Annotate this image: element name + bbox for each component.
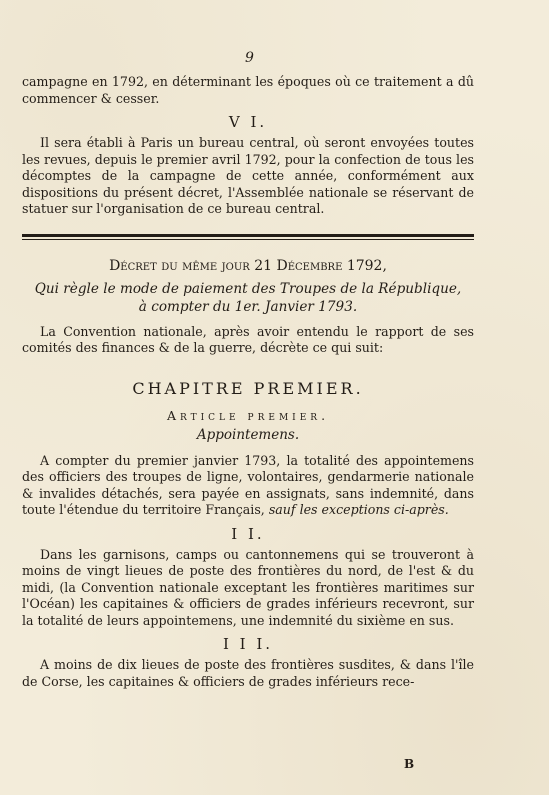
section-heading-vi: V I. <box>228 113 268 131</box>
article-heading: Article premier. <box>166 407 330 423</box>
page-number: 9 <box>245 50 254 66</box>
article-1-text <box>22 453 474 519</box>
section-heading-iii: I I I. <box>222 635 274 653</box>
decret-title-line-1: Qui règle le mode de paiement des Troupes de la République, <box>34 280 462 297</box>
article-1-exception: sauf les exceptions ci-après. <box>268 502 449 517</box>
paragraph-vi: Il sera établi à Paris un bureau central, où seront envoyées toutes les revues, depuis le premier avril 1792, pour la confection de tous les décomptes de la campagne de cette année, conformément aux dispositions du présent décret, l'Assemblée nationale se réservant de statuer sur l'organisation de ce bureau central. <box>22 135 474 216</box>
section-heading-ii: I I. <box>231 524 265 543</box>
page-content <box>22 74 474 690</box>
chapter-heading: CHAPITRE PREMIER. <box>132 378 364 398</box>
preamble: La Convention nationale, après avoir entendu le rapport de ses comités des finances & de la guerre, décrète ce qui suit: <box>22 323 474 355</box>
divider-rule <box>22 234 474 240</box>
article-1-body: A compter du premier janvier 1793, la totalité des appointemens des officiers des troupes de ligne, volontaires, gendarmerie nationale & invalides détachés, sera payée en assignats, sans indemnité, dans toute l'étendue du territoire Français, <box>22 452 474 517</box>
article-2-text: Dans les garnisons, camps ou cantonnemens qui se trouveront à moins de vingt lieues de poste des frontières du nord, de l'est & du midi, (la Convention nationale exceptant les frontières maritimes sur l'Océan) les capitaines & officiers de grades inférieurs recevront, sur la totalité de leurs appointemens, une indemnité du sixième en sus. <box>22 546 474 628</box>
decret-heading: Décret du même jour 21 Décembre 1792, <box>109 257 387 274</box>
decret-title <box>22 280 474 316</box>
article-3-text: A moins de dix lieues de poste des frontières susdites, & dans l'île de Corse, les capitaines & officiers de grades inférieurs rece- <box>22 657 474 689</box>
paragraph-intro: campagne en 1792, en déterminant les époques où ce traitement a dû commencer & cesser. <box>22 74 474 106</box>
subtitle: Appointemens. <box>196 426 300 443</box>
decret-title-line-2: à compter du 1er. Janvier 1793. <box>138 298 358 315</box>
signature-mark: B <box>404 757 415 771</box>
